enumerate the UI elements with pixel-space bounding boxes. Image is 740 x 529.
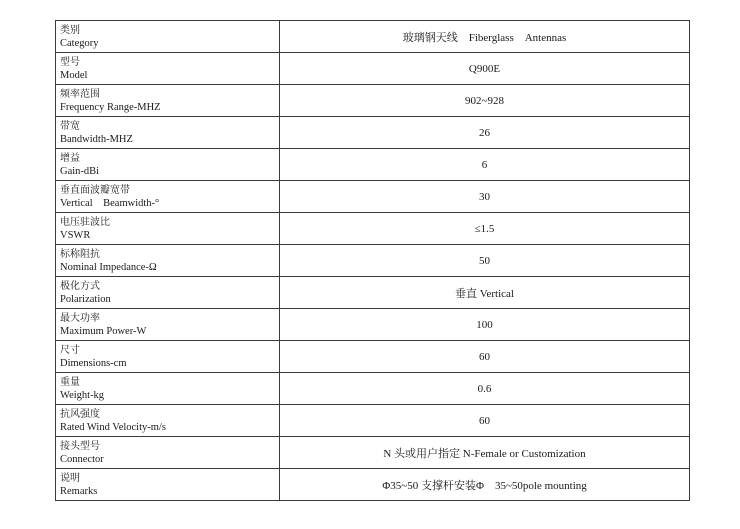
label-cn: 接头型号 xyxy=(60,440,100,452)
label-en: Polarization xyxy=(60,293,111,305)
nominal-impedance-value: 50 xyxy=(280,245,690,277)
label-cn: 标称阻抗 xyxy=(60,248,100,260)
label-en: Maximum Power-W xyxy=(60,325,147,337)
label-cn: 垂直面波瓣宽带 xyxy=(60,184,130,196)
maximum-power-label xyxy=(56,309,280,341)
table-row xyxy=(56,245,690,277)
table-row xyxy=(56,405,690,437)
connector-label xyxy=(56,437,280,469)
label-en: Frequency Range-MHZ xyxy=(60,101,161,113)
table-row xyxy=(56,85,690,117)
table-row xyxy=(56,181,690,213)
label-cn: 最大功率 xyxy=(60,312,100,324)
polarization-label xyxy=(56,277,280,309)
table-row xyxy=(56,469,690,501)
label-cn: 电压驻波比 xyxy=(60,216,110,228)
rated-wind-velocity-label xyxy=(56,405,280,437)
dimensions-label xyxy=(56,341,280,373)
table-row xyxy=(56,21,690,53)
label-en: Nominal Impedance-Ω xyxy=(60,261,157,273)
weight-label xyxy=(56,373,280,405)
model-value: Q900E xyxy=(280,53,690,85)
label-en: Connector xyxy=(60,453,104,465)
label-en: Remarks xyxy=(60,485,98,497)
label-cn: 极化方式 xyxy=(60,280,100,292)
label-cn: 型号 xyxy=(60,56,80,68)
label-cn: 说明 xyxy=(60,472,80,484)
nominal-impedance-label xyxy=(56,245,280,277)
label-cn: 抗风强度 xyxy=(60,408,100,420)
model-label xyxy=(56,53,280,85)
label-en: VSWR xyxy=(60,229,91,241)
label-en: Weight-kg xyxy=(60,389,105,401)
vertical-beamwidth-label xyxy=(56,181,280,213)
table-row xyxy=(56,373,690,405)
label-cn: 增益 xyxy=(60,152,80,164)
label-cn: 重量 xyxy=(60,376,80,388)
polarization-value: 垂直 Vertical xyxy=(280,277,690,309)
table-row xyxy=(56,117,690,149)
label-en: Model xyxy=(60,69,88,81)
label-en: Bandwidth-MHZ xyxy=(60,133,133,145)
table-row xyxy=(56,437,690,469)
label-cn: 类别 xyxy=(60,24,80,36)
bandwidth-value: 26 xyxy=(280,117,690,149)
label-en: Rated Wind Velocity-m/s xyxy=(60,421,166,433)
gain-value: 6 xyxy=(280,149,690,181)
gain-label xyxy=(56,149,280,181)
label-en: Category xyxy=(60,37,99,49)
table-row xyxy=(56,341,690,373)
bandwidth-label xyxy=(56,117,280,149)
spec-table xyxy=(55,20,690,501)
remarks-label xyxy=(56,469,280,501)
vswr-label xyxy=(56,213,280,245)
table-row xyxy=(56,277,690,309)
remarks-value: Φ35~50 支撑杆安装Φ 35~50pole mounting xyxy=(280,469,690,501)
category-value: 玻璃钢天线 Fiberglass Antennas xyxy=(280,21,690,53)
frequency-range-value: 902~928 xyxy=(280,85,690,117)
label-cn: 尺寸 xyxy=(60,344,80,356)
maximum-power-value: 100 xyxy=(280,309,690,341)
dimensions-value: 60 xyxy=(280,341,690,373)
frequency-range-label xyxy=(56,85,280,117)
label-en: Vertical Beamwidth-° xyxy=(60,197,160,209)
vswr-value: ≤1.5 xyxy=(280,213,690,245)
rated-wind-velocity-value: 60 xyxy=(280,405,690,437)
label-cn: 频率范围 xyxy=(60,88,100,100)
label-cn: 带宽 xyxy=(60,120,80,132)
table-row xyxy=(56,149,690,181)
table-row xyxy=(56,53,690,85)
table-row xyxy=(56,213,690,245)
weight-value: 0.6 xyxy=(280,373,690,405)
label-en: Dimensions-cm xyxy=(60,357,127,369)
category-label xyxy=(56,21,280,53)
vertical-beamwidth-value: 30 xyxy=(280,181,690,213)
connector-value: N 头或用户指定 N-Female or Customization xyxy=(280,437,690,469)
label-en: Gain-dBi xyxy=(60,165,100,177)
table-row xyxy=(56,309,690,341)
